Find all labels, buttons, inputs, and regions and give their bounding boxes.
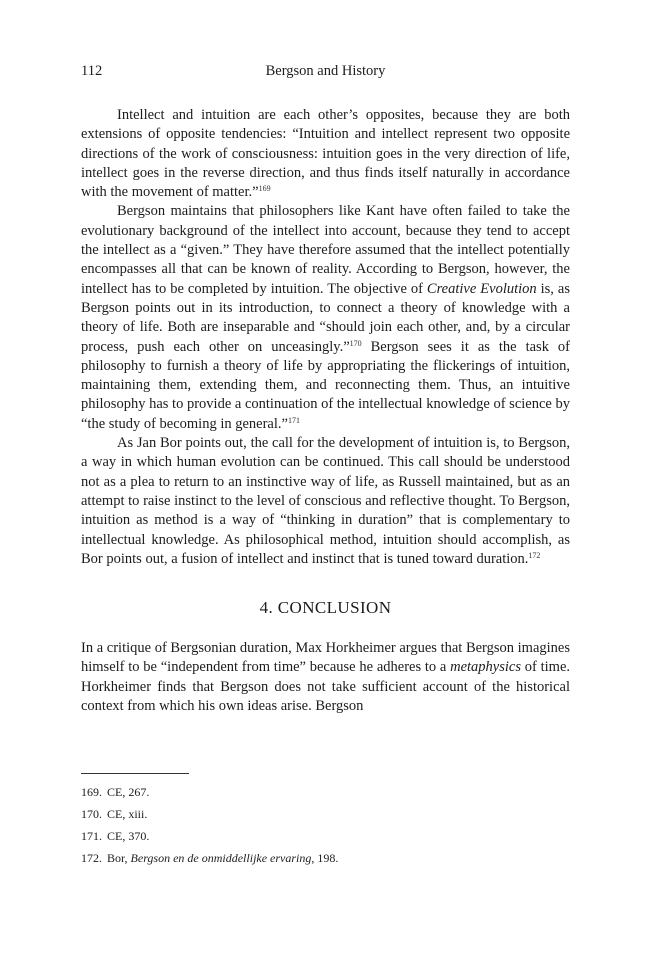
section-heading: 4. CONCLUSION [259, 598, 392, 618]
footnote-ref: 170 [349, 338, 362, 348]
page-number: 112 [81, 63, 103, 79]
footnote [81, 781, 570, 803]
body-text [81, 106, 570, 716]
footnote [81, 847, 570, 869]
book-title-italic: Creative Evolution [426, 280, 537, 297]
paragraph-text: is, as Bergson points out in its introduction, to connect a theory of knowledge with a theory of life. Both are inseparable and “should join each other, and, by a circular process, push each other on unceasingly.” [81, 280, 570, 355]
paragraph [81, 202, 570, 434]
italic-term: metaphysics [450, 659, 521, 676]
paragraph-text: In a critique of Bergsonian duration, Max Horkheimer argues that Bergson imagines himself to be “independent from time” because he adheres to a [81, 640, 570, 676]
paragraph [81, 434, 570, 569]
paragraph-text: As Jan Bor points out, the call for the development of intuition is, to Bergson, a way in which human evolution can be continued. This call should be understood not as a plea to return to an instinctive way of life, as Russell maintained, but as an attempt to raise instinct to the level of conscious and reflective thought. To Bergson, intuition as method is a way of “thinking in duration” that is complementary to intellectual knowledge. As philosophical method, intuition should accomplish, as Bor points out, a fusion of intellect and instinct that is tuned toward duration. [81, 435, 570, 567]
footnote-number: 172. [81, 851, 102, 865]
footnote [81, 803, 570, 825]
paragraph-text: Intellect and intuition are each other’s opposites, because they are both extensions of opposite tendencies: “Intuition and intellect represent two opposite directions of the work of consciousness: intuition goes in the very direction of life, intellect goes in the reverse direction, and thus finds itself naturally in accordance with the movement of matter.” [81, 107, 570, 201]
paragraph [81, 639, 570, 716]
footnotes [81, 781, 570, 869]
footnote-book-title: Bergson en de onmiddellijke ervaring [130, 851, 312, 865]
paragraph-text: Bergson maintains that philosophers like Kant have often failed to take the evolutionary background of the intellect into account, because they tend to accept the intellect as a “given.” They have therefore assumed that the intellect potentially encompasses all that can be known of reality. According to Bergson, however, the intellect has to be completed by intuition. The objective of [81, 203, 570, 297]
footnote [81, 825, 570, 847]
paragraph [81, 106, 570, 202]
footnote-rule [81, 773, 189, 774]
paragraph-text: of time. Horkheimer finds that Bergson does not take sufficient account of the historical context from which his own ideas arise. Bergson [81, 659, 571, 715]
footnote-ref: 171 [287, 415, 300, 425]
footnote-number: 171. [81, 829, 102, 843]
footnote-number: 169. [81, 785, 102, 799]
footnote-text: Bor, [107, 851, 131, 865]
running-title: Bergson and History [265, 63, 386, 79]
footnote-text: CE, 267. [107, 785, 150, 799]
footnote-number: 170. [81, 807, 102, 821]
footnote-ref: 169 [258, 184, 271, 194]
footnote-ref: 172 [528, 550, 541, 560]
running-head [81, 61, 570, 81]
footnote-text: , 198. [311, 851, 339, 865]
footnote-text: CE, xiii. [107, 807, 148, 821]
footnote-text: CE, 370. [107, 829, 150, 843]
paragraph-text: Bergson sees it as the task of philosophy to furnish a theory of life by appropriating the flickerings of intuition, maintaining them, extending them, and reconnecting them. Thus, an intuitive philosophy has to provide a continuation of the intellectual knowledge of science by “the study of becoming in general.” [81, 338, 571, 432]
